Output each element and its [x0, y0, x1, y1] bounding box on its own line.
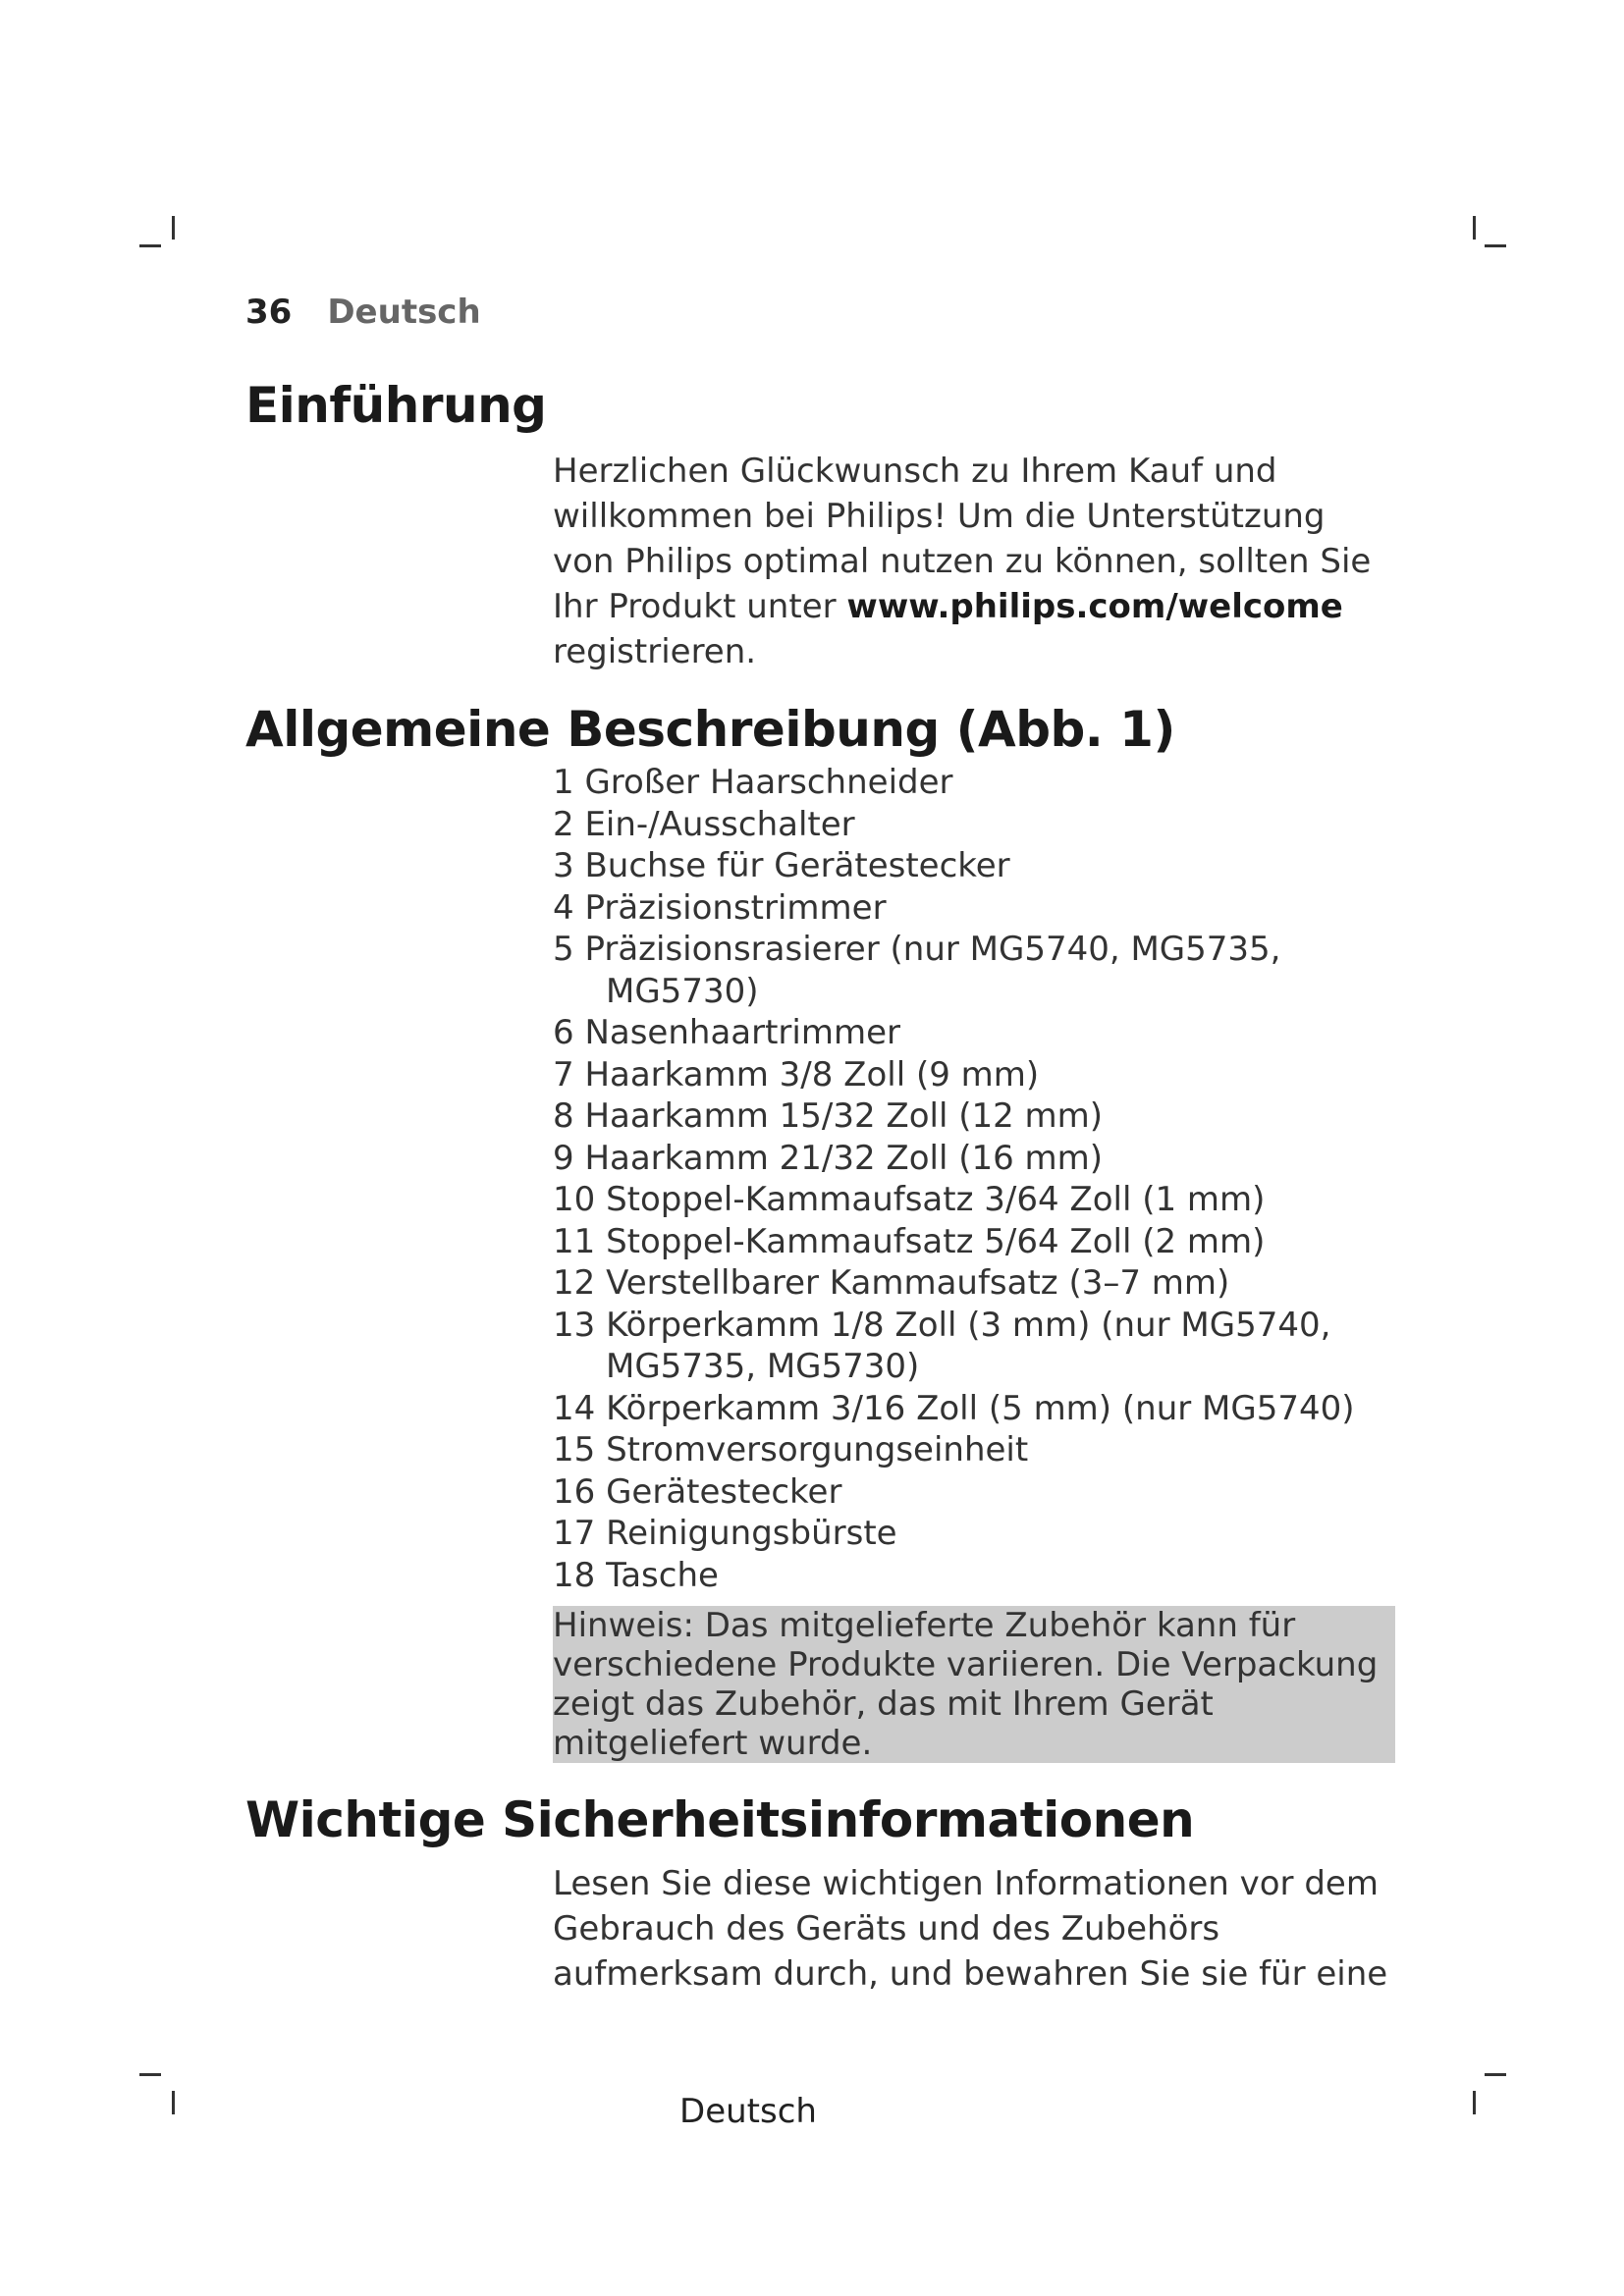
intro-title: Einführung [245, 377, 547, 434]
list-item: 8 Haarkamm 15/32 Zoll (12 mm) [553, 1096, 1104, 1136]
list-item: 13 Körperkamm 1/8 Zoll (3 mm) (nur MG5740, MG5735, MG5730) [553, 1305, 1331, 1386]
list-item: 5 Präzisionsrasierer (nur MG5740, MG5735, MG5730) [553, 930, 1281, 1011]
list-item: 18 Tasche [553, 1555, 719, 1595]
crop-mark-top-right-h [1485, 244, 1506, 247]
crop-mark-top-right-v [1473, 216, 1476, 240]
intro-text-before: Herzlichen Glückwunsch zu Ihrem Kauf und willkommen bei Philips! Um die Unterstützung von Philips optimal nutzen zu können, sollten Sie Ihr Produkt unter [553, 452, 1372, 626]
page-footer: Deutsch [679, 2092, 817, 2131]
list-item: 6 Nasenhaartrimmer [553, 1013, 900, 1052]
list-item: 14 Körperkamm 3/16 Zoll (5 mm) (nur MG5740) [553, 1388, 1355, 1428]
list-item: 1 Großer Haarschneider [553, 763, 953, 802]
intro-paragraph [553, 449, 1395, 674]
list-item: 2 Ein-/Ausschalter [553, 804, 855, 844]
list-item: 12 Verstellbarer Kammaufsatz (3–7 mm) [553, 1263, 1230, 1303]
crop-mark-bottom-right-h [1485, 2073, 1506, 2076]
page-number: 36 [245, 293, 293, 332]
note-box: Hinweis: Das mitgelieferte Zubehör kann für verschiedene Produkte variieren. Die Verpackung zeigt das Zubehör, das mit Ihrem Gerät mitgeliefert wurde. [553, 1606, 1395, 1763]
crop-mark-top-left-v [172, 216, 175, 240]
parts-list [553, 762, 1395, 1596]
list-item: 16 Gerätestecker [553, 1471, 842, 1512]
list-item: 4 Präzisionstrimmer [553, 887, 887, 928]
safety-title: Wichtige Sicherheitsinformationen [245, 1791, 1195, 1848]
crop-mark-bottom-left-h [139, 2073, 161, 2076]
list-item: 10 Stoppel-Kammaufsatz 3/64 Zoll (1 mm) [553, 1180, 1266, 1219]
list-item: 3 Buchse für Gerätestecker [553, 846, 1010, 885]
list-item: 17 Reinigungsbürste [553, 1514, 897, 1553]
description-title: Allgemeine Beschreibung (Abb. 1) [245, 701, 1175, 758]
welcome-url: www.philips.com/welcome [846, 587, 1343, 626]
list-item: 11 Stoppel-Kammaufsatz 5/64 Zoll (2 mm) [553, 1221, 1266, 1261]
intro-text-after: registrieren. [553, 632, 757, 671]
crop-mark-top-left-h [139, 244, 161, 247]
safety-paragraph: Lesen Sie diese wichtigen Informationen vor dem Gebrauch des Geräts und des Zubehörs aufmerksam durch, und bewahren Sie sie für eine [553, 1864, 1388, 1994]
page-header [245, 293, 481, 332]
header-language: Deutsch [327, 293, 481, 332]
list-item: 7 Haarkamm 3/8 Zoll (9 mm) [553, 1054, 1040, 1095]
list-item: 9 Haarkamm 21/32 Zoll (16 mm) [553, 1138, 1104, 1178]
list-item: 15 Stromversorgungseinheit [553, 1430, 1029, 1469]
